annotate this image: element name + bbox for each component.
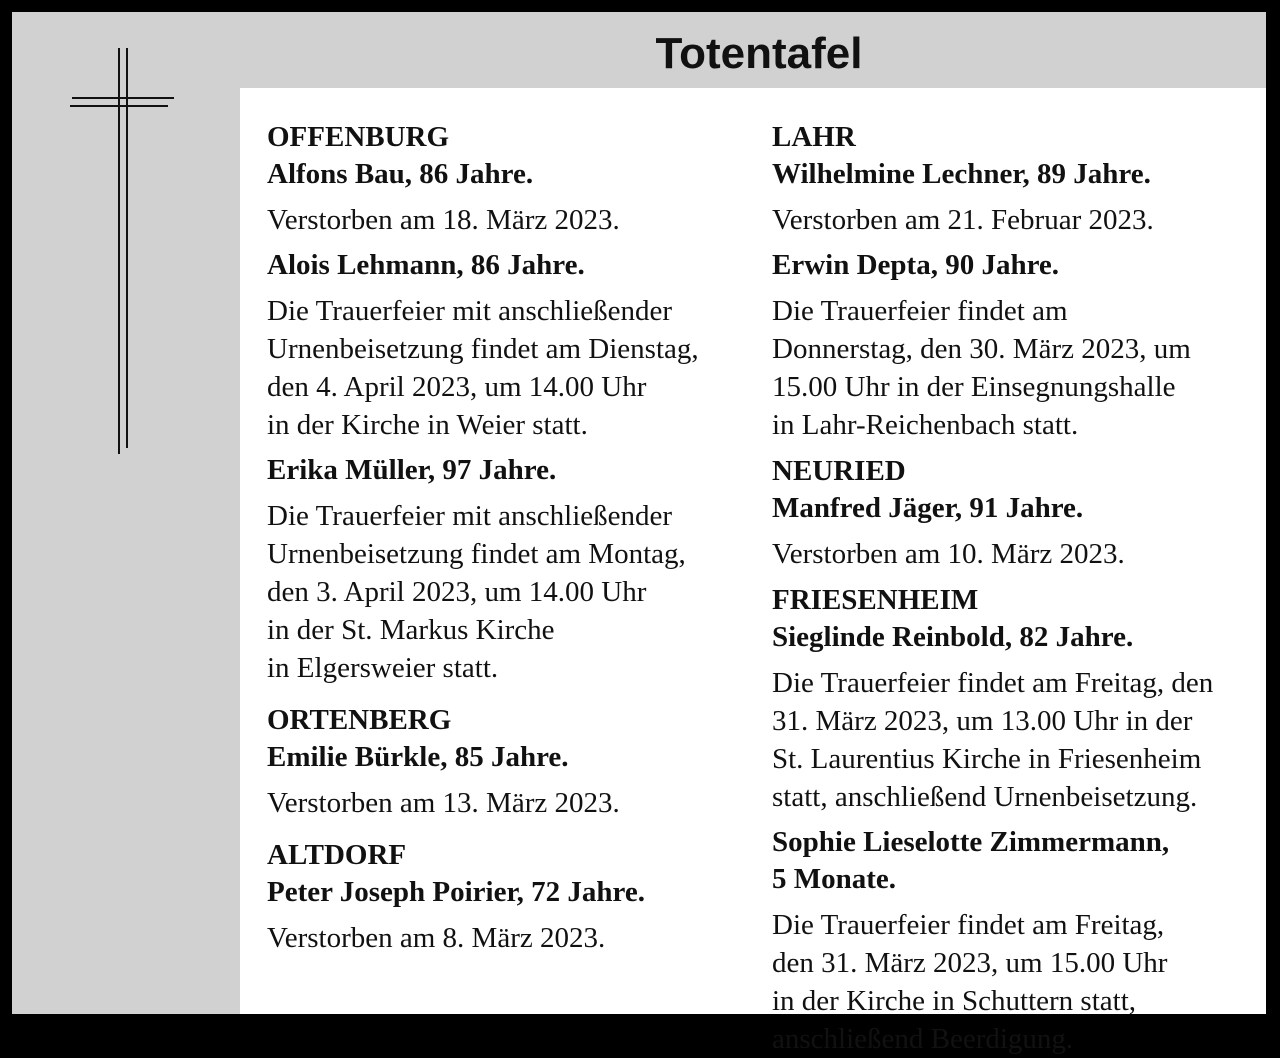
obituary-entry [267,452,747,687]
notice-line: in der Kirche in Schuttern statt, [772,985,1137,1017]
notice-line: Die Trauerfeier mit anschließender [267,500,673,532]
notice-line: St. Laurentius Kirche in Friesenheim [772,743,1202,775]
notice-line: in Elgersweier statt. [267,652,499,684]
obituary-entry [267,739,747,822]
notice-line: den 3. April 2023, um 14.00 Uhr [267,576,647,608]
name-spacer [772,193,1242,201]
notice-line: Die Trauerfeier mit anschließender [267,295,673,327]
entry-spacer [772,816,1242,824]
notice-line: Verstorben am 8. März 2023. [267,922,606,954]
right-column [772,118,1242,1058]
notice-line: Urnenbeisetzung findet am Dienstag, [267,333,699,365]
name-spacer [772,898,1242,906]
notice-line: Urnenbeisetzung findet am Montag, [267,538,686,570]
notice-line: Die Trauerfeier findet am [772,295,1068,327]
left-column [267,118,747,957]
section-spacer [772,573,1242,581]
town-heading: OFFENBURG [267,121,450,153]
name-spacer [772,656,1242,664]
section-spacer [267,687,747,701]
entry-spacer [267,239,747,247]
notice-line: Donnerstag, den 30. März 2023, um [772,333,1191,365]
notice-line: Die Trauerfeier findet am Freitag, den [772,667,1214,699]
notice-line: 15.00 Uhr in der Einsegnungshalle [772,371,1176,403]
notice-line: den 31. März 2023, um 15.00 Uhr [772,947,1168,979]
entry-spacer [772,239,1242,247]
notice-line: anschließend Beerdigung. [772,1023,1074,1055]
notice-line: Verstorben am 18. März 2023. [267,204,620,236]
deceased-name: Peter Joseph Poirier, 72 Jahre. [267,876,646,908]
notice-line: in Lahr-Reichenbach statt. [772,409,1079,441]
town-heading: ORTENBERG [267,704,452,736]
town-section [772,118,1242,444]
town-heading: NEURIED [772,455,906,487]
notices-content [240,88,1266,1055]
town-section [267,701,747,822]
cross-icon [12,12,240,472]
obituary-entry [772,490,1242,573]
name-spacer [772,527,1242,535]
deceased-name: Wilhelmine Lechner, 89 Jahre. [772,158,1151,190]
name-spacer [267,489,747,497]
name-spacer [267,193,747,201]
name-spacer [772,284,1242,292]
notice-line: 31. März 2023, um 13.00 Uhr in der [772,705,1193,737]
obituary-entry [267,156,747,239]
town-section [772,581,1242,1058]
name-spacer [267,284,747,292]
town-heading: FRIESENHEIM [772,584,979,616]
town-section [267,836,747,957]
notice-line: Verstorben am 13. März 2023. [267,787,620,819]
name-spacer [267,776,747,784]
name-spacer [267,911,747,919]
deceased-name: Emilie Bürkle, 85 Jahre. [267,741,569,773]
deceased-name: Erika Müller, 97 Jahre. [267,454,557,486]
deceased-name: Sophie Lieselotte Zimmermann, [772,826,1170,858]
notice-line: in der St. Markus Kirche [267,614,555,646]
deceased-name: Manfred Jäger, 91 Jahre. [772,492,1084,524]
obituary-entry [267,247,747,444]
obituary-entry [772,156,1242,239]
town-heading: ALTDORF [267,839,407,871]
obituary-entry [772,247,1242,444]
notice-line: den 4. April 2023, um 14.00 Uhr [267,371,647,403]
obituary-entry [772,824,1242,1058]
notice-line: statt, anschließend Urnenbeisetzung. [772,781,1198,813]
deceased-name: 5 Monate. [772,863,897,895]
notice-panel [12,12,1266,1055]
page-title: Totentafel [655,29,863,78]
notice-line: Verstorben am 21. Februar 2023. [772,204,1154,236]
town-section [772,452,1242,573]
section-spacer [772,444,1242,452]
entry-spacer [267,444,747,452]
deceased-name: Erwin Depta, 90 Jahre. [772,249,1060,281]
town-section [267,118,747,687]
town-heading: LAHR [772,121,856,153]
obituary-entry [772,619,1242,816]
notice-line: in der Kirche in Weier statt. [267,409,588,441]
deceased-name: Alois Lehmann, 86 Jahre. [267,249,585,281]
obituary-entry [267,874,747,957]
notice-line: Die Trauerfeier findet am Freitag, [772,909,1165,941]
deceased-name: Alfons Bau, 86 Jahre. [267,158,534,190]
section-spacer [267,822,747,836]
notice-line: Verstorben am 10. März 2023. [772,538,1125,570]
deceased-name: Sieglinde Reinbold, 82 Jahre. [772,621,1134,653]
